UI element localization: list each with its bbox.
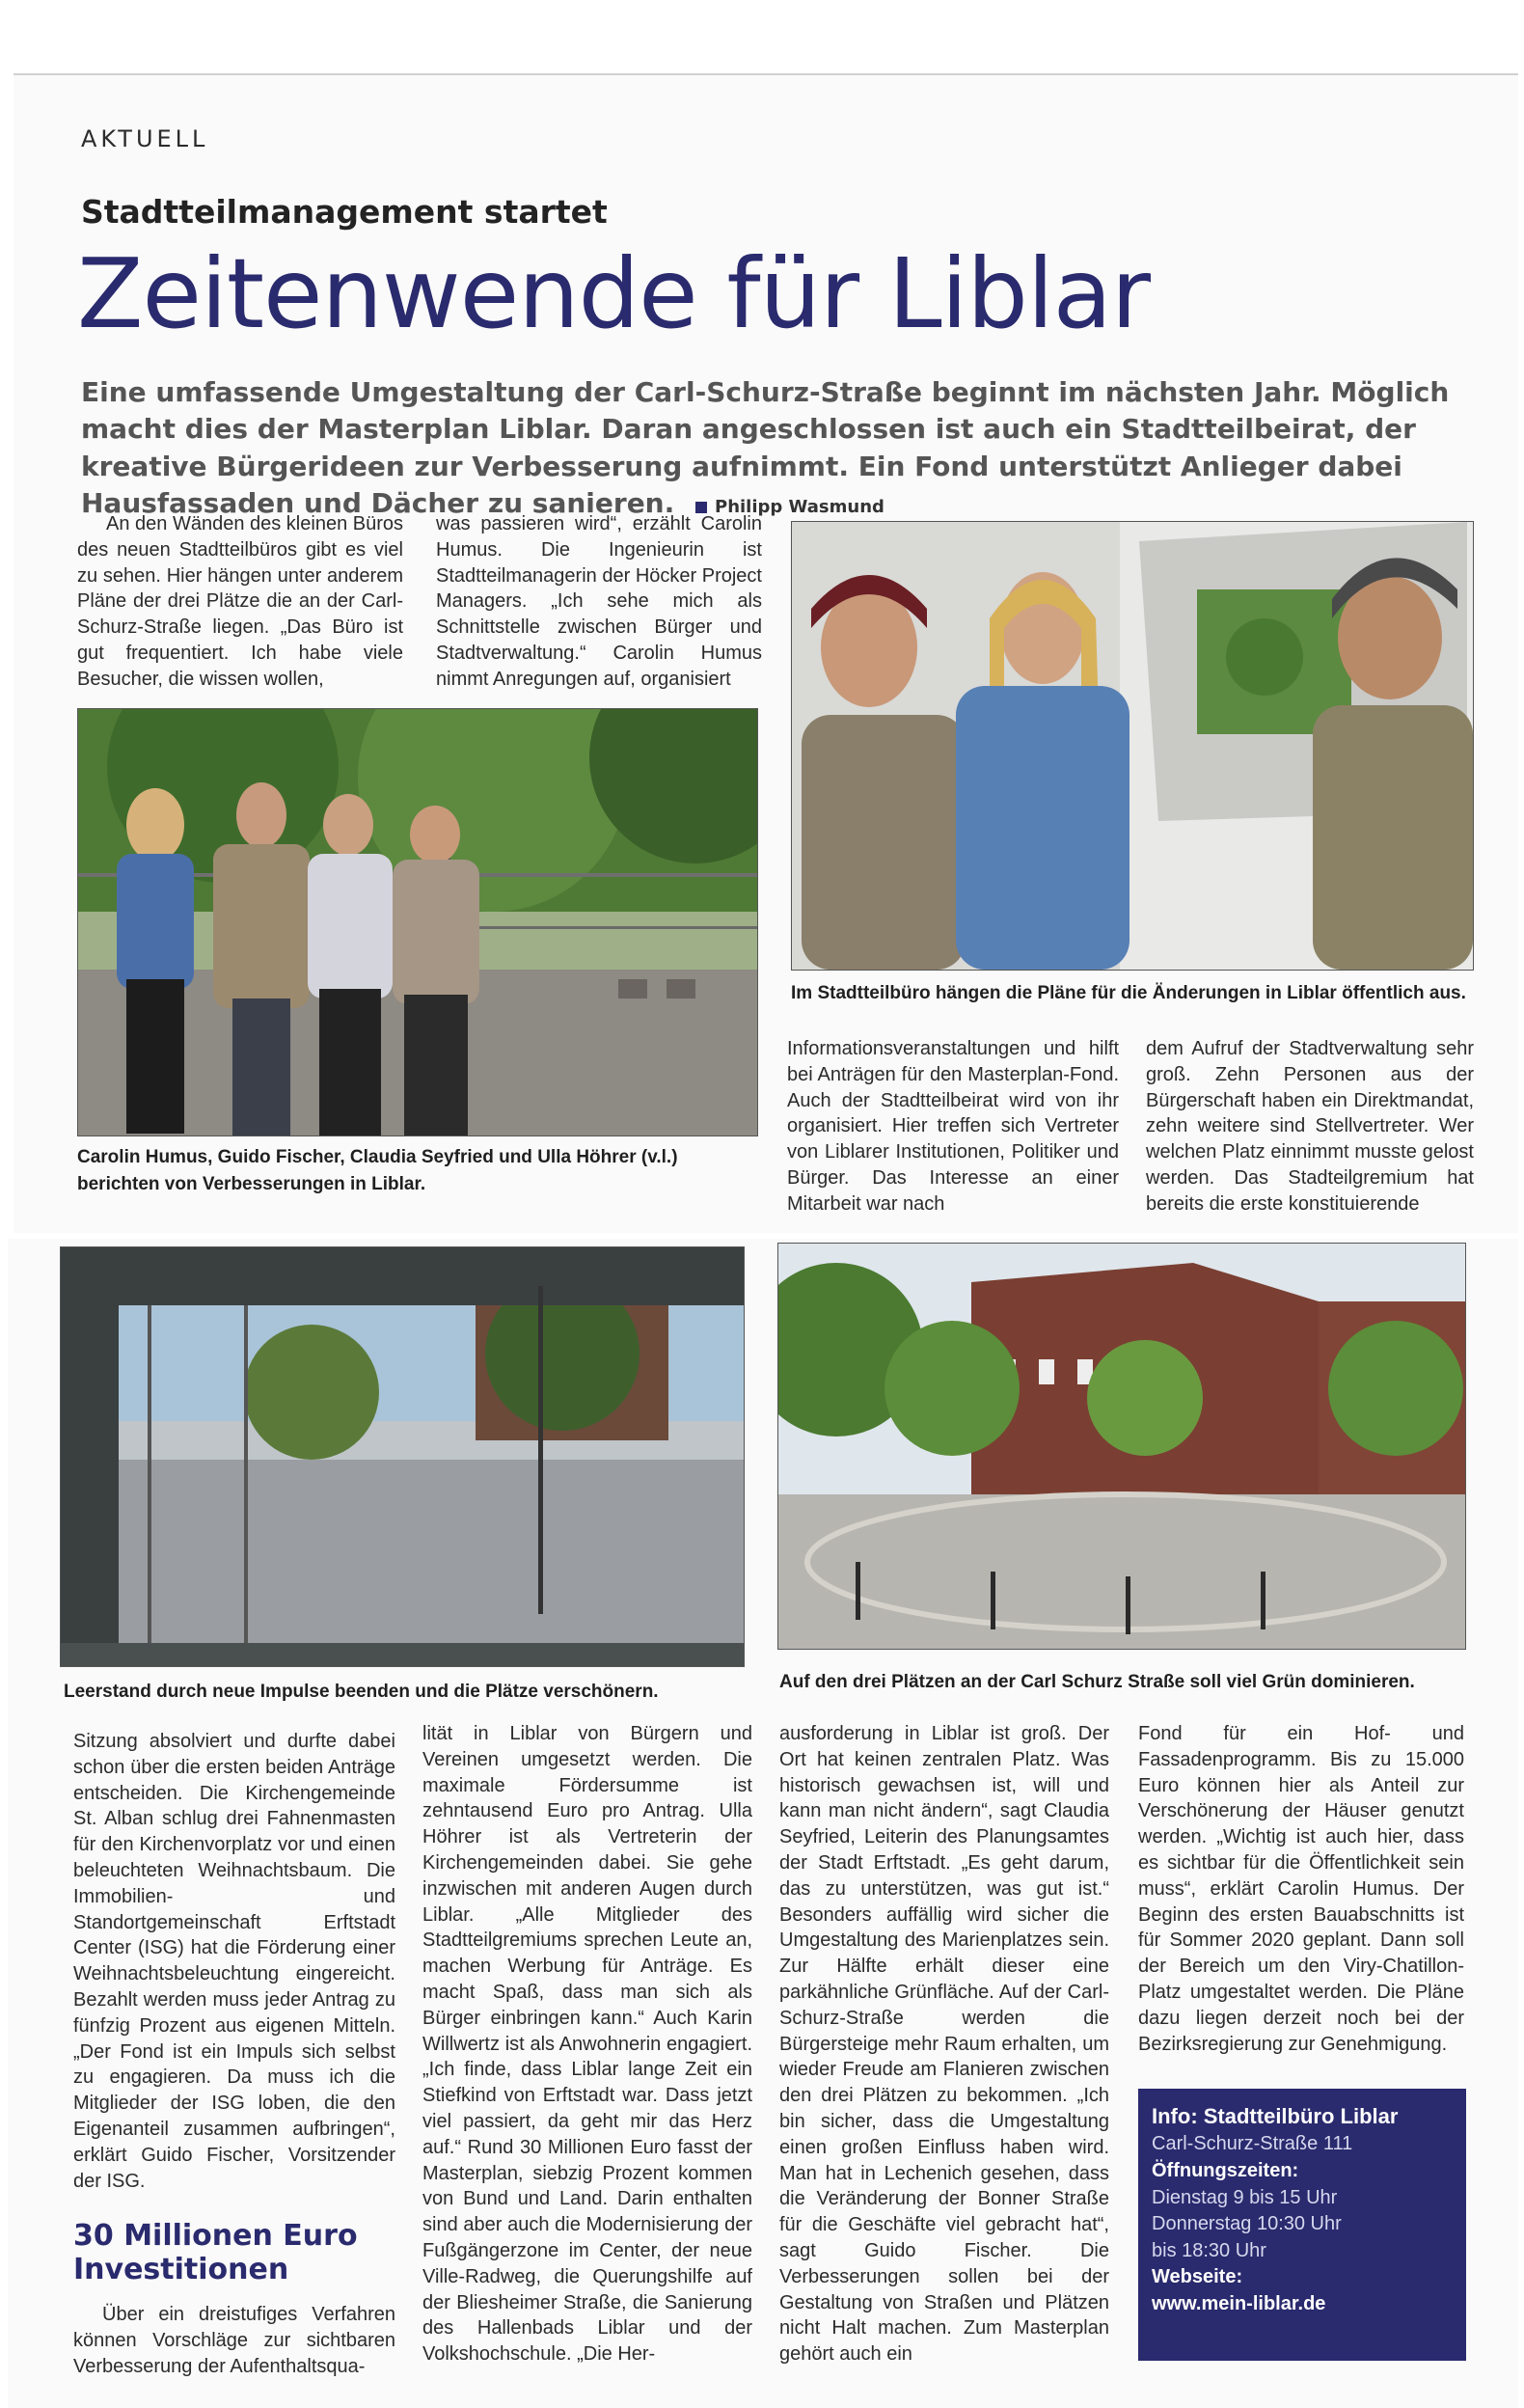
column-bottom-2: lität in Liblar von Bürgern und Vereinen umgesetzt werden. Die maximale Fördersumme ist zehntausend Euro pro Antrag. Ulla Höhrer ist als Vertreterin der Kirchengemeinden dabei. Sie gehe inzwischen mit anderen Augen durch Liblar. „Alle Mitglieder des Stadtteilgremiums sprechen Leute an, machen Werbung für Anträge. Es macht Spaß, dass man sich als Bürger einbringen kann.“ Auch Karin Willwertz ist als Anwohnerin engagiert. „Ich finde, dass Liblar lange Zeit ein Stiefkind von Erftstadt war. Dass jetzt viel passiert, da geht mir das Herz auf.“ Rund 30 Millionen Euro fasst der Masterplan, siebzig Prozent kommen von Bund und Land. Darin enthalten sind aber auch die Modernisierung der Fußgängerzone im Center, der neue Ville-Radweg, die Querungshilfe auf der Bliesheimer Straße, die Sanierung des Hallenbads Liblar und der Volkshochschule. „Die Her- bbox=[422, 1723, 752, 2366]
column-mid-3: Informationsveranstaltungen und hilft bei Anträgen für den Masterplan-Fond. Auch der Stadtteilbeirat wird von ihr organisiert. Hier treffen sich Vertreter von Liblarer Institutionen, Politiker und Bürger. Das Interesse an einer Mitarbeit war nach bbox=[787, 1038, 1119, 1215]
info-hours-line: Donnerstag 10:30 Uhr bbox=[1152, 2213, 1342, 2235]
info-web-link[interactable]: www.mein-liblar.de bbox=[1152, 2292, 1326, 2314]
subhead: 30 Millionen Euro Investitionen bbox=[73, 2219, 358, 2287]
column-bottom-4: Fond für ein Hof- und Fassadenprogramm. Bis zu 15.000 Euro können hier als Anteil zur Verschönerung der Häuser genutzt werden. „Wichtig ist auch hier, dass es sichtbar für die Öffentlichkeit sein muss“, erklärt Carolin Humus. Der Beginn des ersten Bauabschnitts ist für Sommer 2020 geplant. Dann soll der Bereich um den Viry-Chatillon-Platz umgestaltet werden. Die Pläne dazu liegen derzeit noch bei der Bezirksregierung zur Genehmigung. bbox=[1138, 1723, 1464, 2055]
caption-office: Im Stadtteilbüro hängen die Pläne für die Änderungen in Liblar öffentlich aus. bbox=[791, 983, 1466, 1003]
headline: Zeitenwende für Liblar bbox=[77, 237, 1151, 350]
photo-square bbox=[777, 1243, 1466, 1650]
info-title: Info: Stadtteilbüro Liblar bbox=[1152, 2104, 1399, 2128]
photo-vacancy bbox=[60, 1246, 745, 1667]
column-bottom-1-continued: Über ein dreistufiges Verfahren können Vorschläge zur sichtbaren Verbesserung der Aufenthaltsqua- bbox=[73, 2304, 395, 2377]
info-hours-line: Dienstag 9 bis 15 Uhr bbox=[1152, 2186, 1338, 2208]
photo-group bbox=[77, 708, 758, 1136]
caption-vacancy: Leerstand durch neue Impulse beenden und die Plätze verschönern. bbox=[64, 1682, 659, 1702]
lead-paragraph bbox=[81, 374, 1480, 522]
section-label: AKTUELL bbox=[81, 125, 209, 152]
info-address: Carl-Schurz-Straße 111 bbox=[1152, 2133, 1353, 2155]
info-web-label: Webseite: bbox=[1152, 2266, 1243, 2288]
column-bottom-3: ausforderung in Liblar ist groß. Der Ort hat keinen zentralen Platz. Was historisch gewachsen ist, will und kann man nicht ändern“, sagt Claudia Seyfried, Leiterin des Planungsamtes der Stadt Erftstadt. „Es geht darum, das zu unterstützen, was gut ist.“ Besonders auffällig wird sicher die Umgestaltung des Marienplatzes sein. Zur Hälfte erhält dieser eine parkähnliche Grünfläche. Auf der Carl-Schurz-Straße werden die Bürgersteige mehr Raum erhalten, um wieder Freude am Flanieren zwischen den drei Plätzen zu bekommen. „Ich bin sicher, dass die Umgestaltung einen großen Einfluss haben wird. Man hat in Lechenich gesehen, dass die Veränderung der Bonner Straße für die Geschäfte viel gebracht hat“, sagt Guido Fischer. Die Verbesserungen sollen bei der Gestaltung von Straßen und Plätzen nicht Halt machen. Zum Masterplan gehört auch ein bbox=[779, 1723, 1109, 2366]
caption-square: Auf den drei Plätzen an der Carl Schurz Straße soll viel Grün dominieren. bbox=[779, 1672, 1415, 1692]
info-box bbox=[1138, 2089, 1466, 2361]
kicker: Stadtteilmanagement startet bbox=[81, 193, 608, 231]
info-hours-line: bis 18:30 Uhr bbox=[1152, 2239, 1266, 2261]
column-top-2: was passieren wird“, erzählt Carolin Humus. Die Ingenieurin ist Stadtteilmanagerin der Höcker Project Managers. „Ich sehe mich als Schnittstelle zwischen Bürger und Stadtverwaltung.“ Carolin Humus nimmt Anregungen auf, organisiert bbox=[436, 513, 762, 690]
lead-text: Eine umfassende Umgestaltung der Carl-Schurz-Straße beginnt im nächsten Jahr. Möglich macht dies der Masterplan Liblar. Daran angeschlossen ist auch ein Stadtteilbeirat, der kreative Bürgerideen zur Verbesserung aufnimmt. Ein Fond unterstützt Anlieger dabei Hausfassaden und Dächer zu sanieren. bbox=[81, 376, 1450, 520]
column-bottom-1: Sitzung absolviert und durfte dabei schon über die ersten beiden Anträge entscheiden. Die Kirchengemeinde St. Alban schlug drei Fahnenmasten für den Kirchenvorplatz vor und einen beleuchteten Weihnachtsbaum. Die Immobilien- und Standortgemeinschaft Erftstadt Center (ISG) hat die Förderung einer Weihnachtsbeleuchtung eingereicht. Bezahlt werden muss jeder Antrag zu fünfzig Prozent aus eigenen Mitteln. „Der Fond ist ein Impuls sich selbst zu engagieren. Da muss ich die Mitglieder der ISG loben, die den Eigenanteil zusammen aufbringen“, erklärt Guido Fischer, Vorsitzender der ISG. bbox=[73, 1731, 395, 2192]
author-name: Philipp Wasmund bbox=[715, 497, 884, 518]
photo-office bbox=[791, 521, 1474, 971]
column-top-1: An den Wänden des kleinen Büros des neuen Stadtteilbüros gibt es viel zu sehen. Hier hängen unter anderem Pläne der drei Plätze die an der Carl-Schurz-Straße liegen. „Das Büro ist gut frequentiert. Ich habe viele Besucher, die wissen wollen, bbox=[77, 513, 403, 690]
info-hours-label: Öffnungszeiten: bbox=[1152, 2159, 1299, 2181]
column-mid-4: dem Aufruf der Stadtverwaltung sehr groß. Zehn Personen aus der Bürgerschaft haben ein Direktmandat, zehn weitere sind Stellvertreter. Wer welchen Platz einnimmt musste gelost werden. Das Stadteilgremium hat bereits die erste konstituierende bbox=[1146, 1038, 1474, 1215]
caption-group: Carolin Humus, Guido Fischer, Claudia Seyfried und Ulla Höhrer (v.l.) berichten von Verbesserungen in Liblar. bbox=[77, 1147, 678, 1194]
